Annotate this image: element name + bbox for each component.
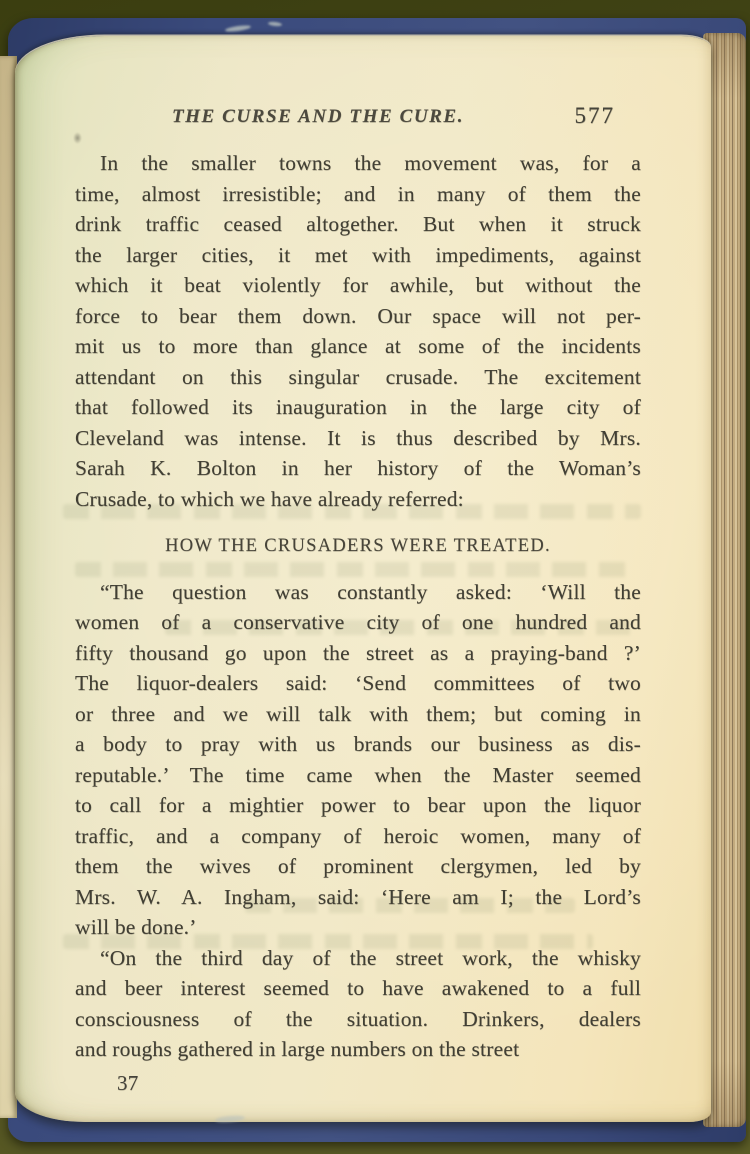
text-line: time, almost irresistible; and in many of them the xyxy=(75,181,641,206)
text-line: that followed its inauguration in the large city of xyxy=(75,395,641,419)
text-line: which it beat violently for awhile, but without the xyxy=(75,273,641,297)
text-line: or three and we will talk with them; but coming in xyxy=(75,701,641,726)
running-header xyxy=(75,103,641,136)
text-line: to call for a mightier power to bear upon the liquor xyxy=(75,793,641,817)
paragraph xyxy=(75,577,641,943)
paragraph xyxy=(75,148,641,514)
book-page xyxy=(15,36,711,1122)
text-line: fifty thousand go upon the street as a praying-band ?’ xyxy=(75,640,641,665)
text-line: a body to pray with us brands our business as dis- xyxy=(75,732,641,756)
text-line: women of a conservative city of one hundred and xyxy=(75,610,641,634)
text-line: “On the third day of the street work, the whisky xyxy=(100,945,641,970)
text-line: reputable.’ The time came when the Master seemed xyxy=(75,762,641,787)
page-body xyxy=(75,148,641,1098)
text-line: Sarah K. Bolton in her history of the Woman’s xyxy=(75,456,641,480)
section-heading: HOW THE CRUSADERS WERE TREATED. xyxy=(165,536,551,556)
text-line: force to bear them down. Our space will not per- xyxy=(75,303,641,328)
text-line: Mrs. W. A. Ingham, said: ‘Here am I; the Lord’s xyxy=(75,884,641,909)
signature-mark: 37 xyxy=(117,1070,139,1095)
text-line: and roughs gathered in large numbers on the street xyxy=(75,1037,520,1061)
text-line: will be done.’ xyxy=(75,915,197,939)
text-line: In the smaller towns the movement was, for a xyxy=(100,151,641,175)
paragraph xyxy=(75,943,641,1065)
text-line: mit us to more than glance at some of the incidents xyxy=(75,334,641,358)
text-line: “The question was constantly asked: ‘Will the xyxy=(100,579,641,604)
text-line: attendant on this singular crusade. The excitement xyxy=(75,364,641,389)
text-line: traffic, and a company of heroic women, many of xyxy=(75,823,641,848)
page-content xyxy=(75,36,641,1122)
text-line: Cleveland was intense. It is thus described by Mrs. xyxy=(75,425,641,450)
text-line: them the wives of prominent clergymen, led by xyxy=(75,854,641,878)
text-line: The liquor-dealers said: ‘Send committees of two xyxy=(75,671,641,695)
page-title: THE CURSE AND THE CURE. xyxy=(171,106,465,127)
text-line: consciousness of the situation. Drinkers, dealers xyxy=(75,1006,641,1031)
text-line: the larger cities, it met with impediments, against xyxy=(75,242,641,267)
text-line: Crusade, to which we have already referred: xyxy=(75,486,464,511)
page-number: 577 xyxy=(574,103,615,128)
text-line: and beer interest seemed to have awakened to a full xyxy=(75,976,641,1000)
text-line: drink traffic ceased altogether. But when it struck xyxy=(75,212,641,236)
